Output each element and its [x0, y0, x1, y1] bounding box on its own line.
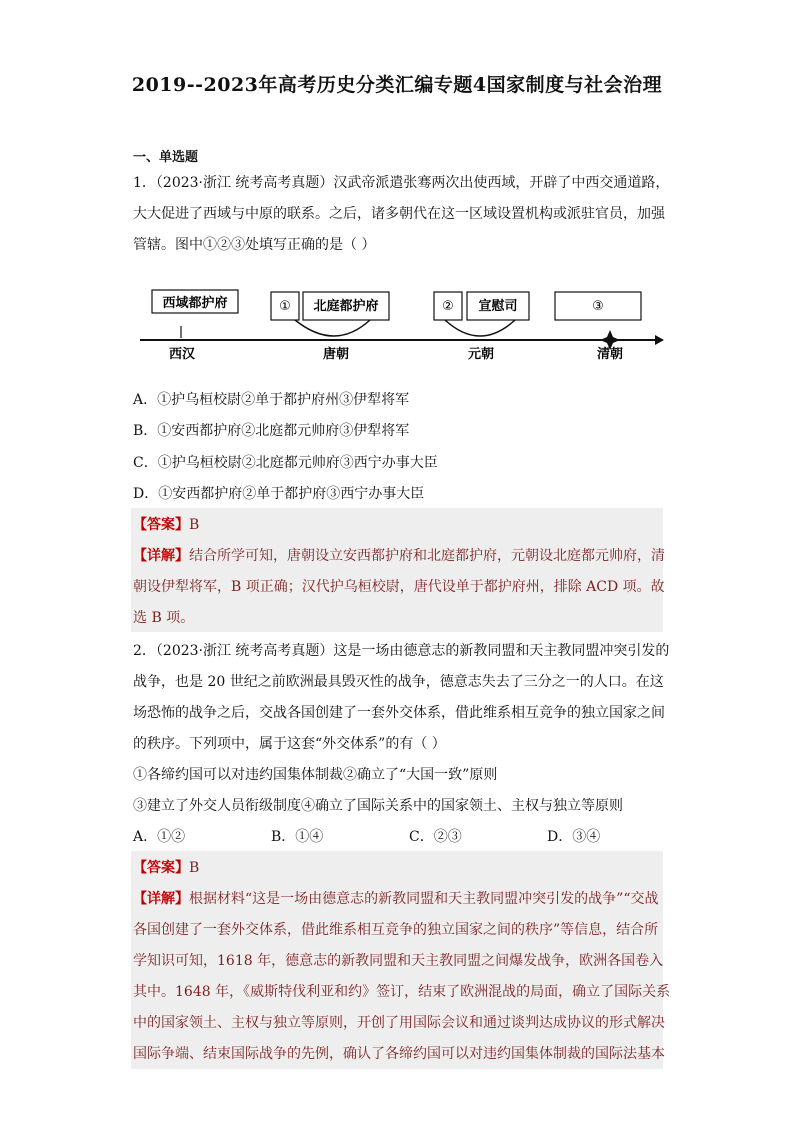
- q2-statement-line: ③建立了外交人员衔级制度④确立了国际关系中的国家领土、主权与独立等原则: [133, 798, 623, 814]
- q1-stem-line: 管辖。图中①②③处填写正确的是（ ）: [133, 237, 376, 253]
- answer-value: B: [189, 517, 200, 533]
- box-xuanwei-label: 宣慰司: [478, 299, 518, 314]
- box-1-label: ①: [279, 299, 291, 314]
- q2-detail-line: 其中。1648 年，《威斯特伐利亚和约》签订，结束了欧洲混战的局面，确立了国际关系: [133, 984, 671, 1000]
- q2-detail-line: [133, 888, 661, 908]
- detail-tag: 【详解】: [133, 548, 189, 564]
- detail-text: 结合所学可知，唐朝设立安西都护府和北庭都护府，元朝设北庭都元帅府，清: [189, 548, 665, 564]
- q2-stem-line: 的秩序。下列项中，属于这套“外交体系”的有（ ）: [133, 736, 446, 752]
- q1-option-a: A．①护乌桓校尉②单于都护府州③伊犁将军: [133, 392, 410, 408]
- q1-stem-line: 1．（2023·浙江 统考高考真题）汉武帝派遣张骞两次出使西域，开辟了中西交通道路，: [133, 175, 670, 191]
- q2-option-b: B．①④: [271, 829, 324, 845]
- q2-detail-line: 学知识可知，1618 年，德意志的新教同盟和天主教同盟之间爆发战争，欧洲各国卷入: [133, 953, 664, 969]
- q2-answer: [133, 857, 661, 877]
- era-label: 元朝: [467, 347, 495, 362]
- q1-answer: [133, 514, 661, 534]
- section-heading: 一、单选题: [133, 150, 199, 165]
- bracket-tang: [295, 320, 370, 336]
- q2-detail-line: 各国创建了一套外交体系，借此维系相互竞争的独立国家之间的秩序”等信息，结合所: [133, 922, 659, 938]
- box-3-label: ③: [592, 299, 604, 314]
- box-beiting-label: 北庭都护府: [313, 299, 379, 314]
- q2-option-a: A．①②: [133, 829, 186, 845]
- answer-tag: 【答案】: [133, 517, 189, 533]
- detail-text: 根据材料“这是一场由德意志的新教同盟和天主教同盟冲突引发的战争”“交战: [189, 891, 659, 907]
- page-title: 2019--2023年高考历史分类汇编专题4国家制度与社会治理: [131, 74, 663, 96]
- era-label: 唐朝: [322, 347, 350, 362]
- q2-options: [133, 826, 661, 846]
- q1-option-b: B．①安西都护府②北庭都元帅府③伊犁将军: [133, 423, 410, 439]
- q2-option-d: D．③④: [547, 829, 601, 845]
- q2-stem-line: 战争，也是 20 世纪之前欧洲最具毁灭性的战争，德意志失去了三分之一的人口。在这: [133, 674, 664, 690]
- answer-value: B: [189, 860, 200, 876]
- timeline-arrow: [655, 335, 664, 345]
- box-xiyu-label: 西域都护府: [162, 296, 228, 311]
- q1-option-d: D．①安西都护府②单于都护府③西宁办事大臣: [133, 486, 425, 502]
- answer-tag: 【答案】: [133, 860, 189, 876]
- era-label: 清朝: [596, 347, 624, 362]
- q2-stem-line: 场恐怖的战争之后，交战各国创建了一套外交体系，借此维系相互竞争的独立国家之间: [133, 705, 665, 721]
- q1-detail-line: [133, 545, 665, 565]
- q2-detail-line: 国际争端、结束国际战争的先例，确认了各缔约国可以对违约国集体制裁的国际法基本: [133, 1046, 665, 1062]
- q1-stem-line: 大大促进了西域与中原的联系。之后，诸多朝代在这一区域设置机构或派驻官员，加强: [133, 206, 665, 222]
- q2-option-c: C．②③: [409, 829, 462, 845]
- bracket-yuan: [445, 320, 515, 336]
- q2-detail-line: 中的国家领土、主权与独立等原则，开创了用国际会议和通过谈判达成协议的形式解决: [133, 1015, 665, 1031]
- box-2-label: ②: [442, 299, 454, 314]
- era-label: 西汉: [168, 347, 196, 362]
- q1-detail-line: 朝设伊犁将军，B 项正确；汉代护乌桓校尉，唐代设单于都护府州，排除 ACD 项。故: [133, 579, 665, 595]
- q2-statement-line: ①各缔约国可以对违约国集体制裁②确立了“大国一致”原则: [133, 767, 498, 783]
- q2-stem-line: 2．（2023·浙江 统考高考真题）这是一场由德意志的新教同盟和天主教同盟冲突引发的: [133, 643, 670, 659]
- q1-option-c: C．①护乌桓校尉②北庭都元帅府③西宁办事大臣: [133, 455, 438, 471]
- detail-tag: 【详解】: [133, 891, 189, 907]
- timeline-diagram: [140, 286, 670, 366]
- q1-detail-line: 选 B 项。: [133, 610, 195, 626]
